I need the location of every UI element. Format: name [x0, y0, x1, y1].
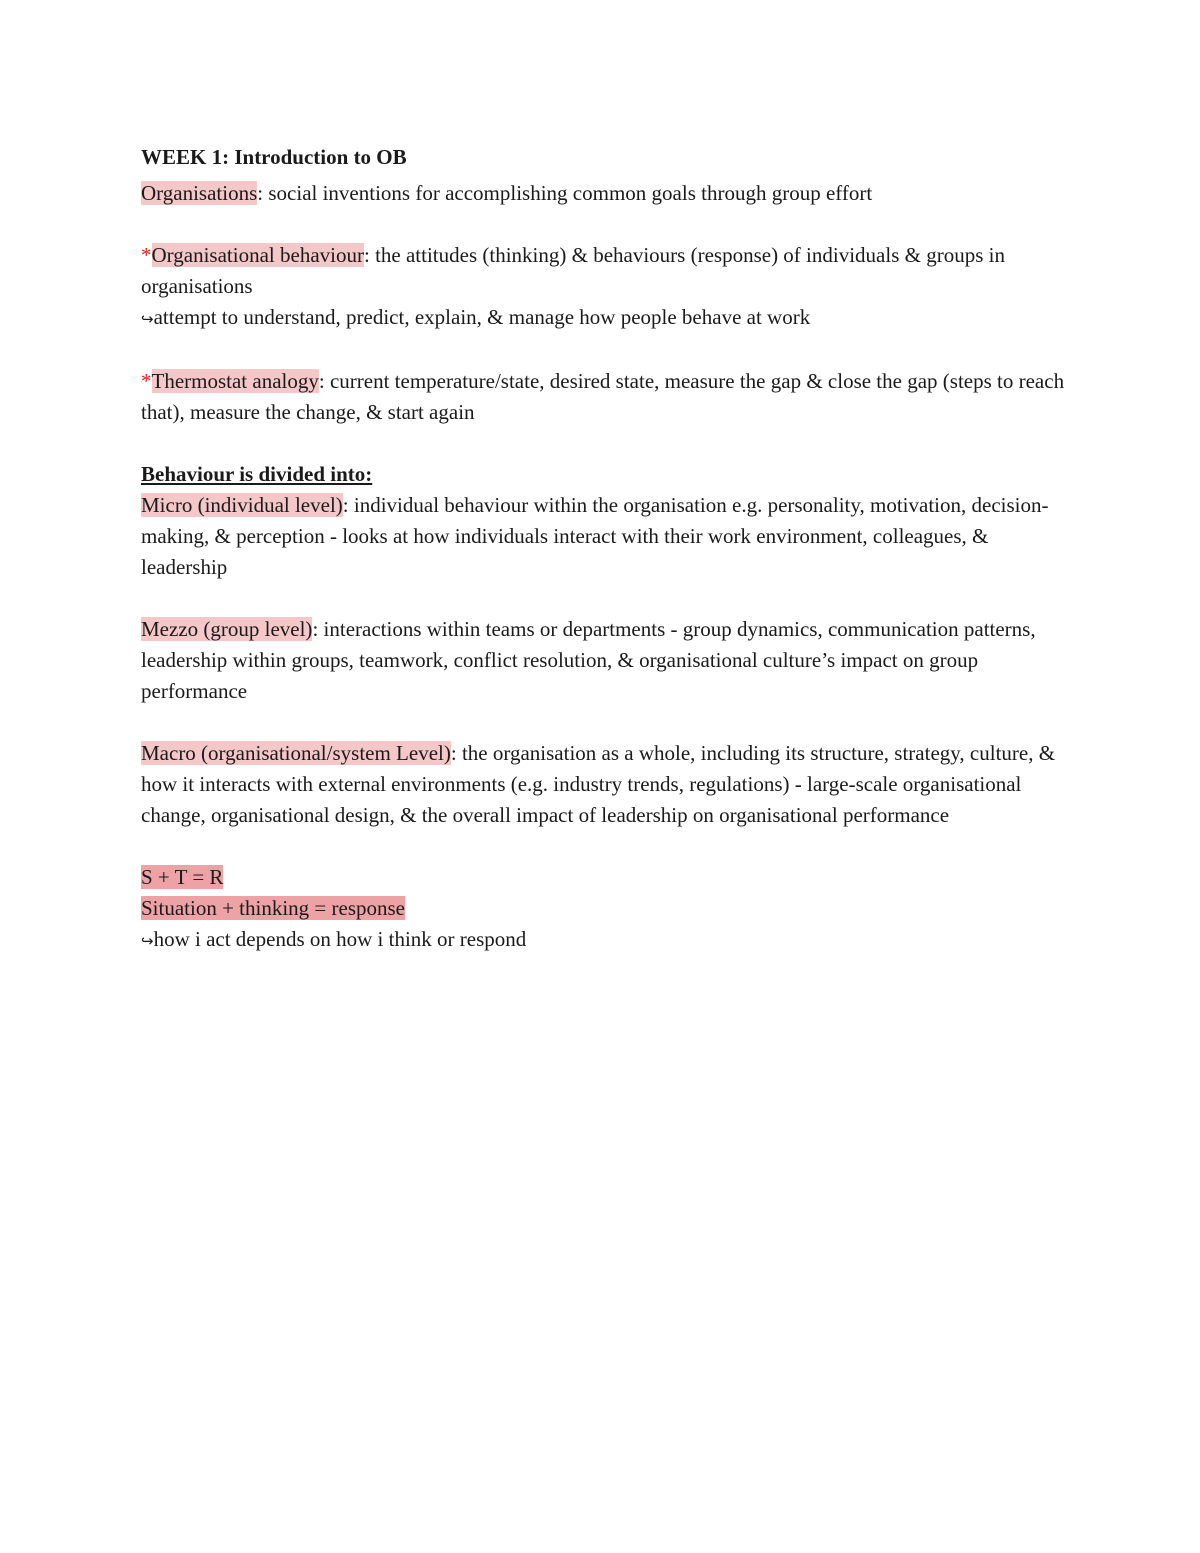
mezzo-definition — [141, 614, 1071, 707]
spacer — [141, 707, 1071, 738]
term-micro: Micro (individual level) — [141, 493, 343, 517]
micro-definition — [141, 490, 1071, 583]
org-behaviour-note — [141, 302, 1071, 335]
star-marker: * — [141, 369, 152, 393]
organisations-definition — [141, 178, 1071, 209]
org-behaviour-definition — [141, 240, 1071, 302]
term-organisations: Organisations — [141, 181, 258, 205]
spacer — [141, 335, 1071, 366]
hook-arrow-icon: ↪ — [141, 310, 154, 328]
document-body — [141, 142, 1071, 957]
formula-expanded — [141, 893, 1071, 924]
org-behaviour-text: : the attitudes (thinking) & behaviours (response) of individuals & groups in organisations — [141, 243, 1005, 298]
page-title: WEEK 1: Introduction to OB — [141, 145, 407, 169]
expanded-text: Situation + thinking = response — [141, 896, 406, 920]
term-thermostat: Thermostat analogy — [151, 369, 319, 393]
spacer — [141, 209, 1071, 240]
org-behaviour-note-text: attempt to understand, predict, explain, & manage how people behave at work — [153, 305, 811, 329]
thermostat-definition — [141, 366, 1071, 428]
mezzo-text: : interactions within teams or departments - group dynamics, communication patterns, leadership within groups, teamwork, conflict resolution, & organisational culture’s impact on group performance — [141, 617, 1036, 703]
micro-text: : individual behaviour within the organisation e.g. personality, motivation, decision-making, & perception - looks at how individuals interact with their work environment, colleagues, & leadership — [141, 493, 1049, 579]
organisations-text: : social inventions for accomplishing common goals through group effort — [257, 181, 873, 205]
star-marker: * — [141, 243, 152, 267]
term-org-behaviour: Organisational behaviour — [151, 243, 364, 267]
spacer — [141, 583, 1071, 614]
spacer — [141, 428, 1071, 459]
behaviour-heading: Behaviour is divided into: — [141, 462, 373, 486]
formula-note-text: how i act depends on how i think or respond — [153, 927, 527, 951]
hook-arrow-icon: ↪ — [141, 932, 154, 950]
macro-text: : the organisation as a whole, including its structure, strategy, culture, & how it interacts with external environments (e.g. industry trends, regulations) - large-scale organisational change, organisational design, & the overall impact of leadership on organisational performance — [141, 741, 1056, 827]
term-mezzo: Mezzo (group level) — [141, 617, 313, 641]
spacer — [141, 831, 1071, 862]
macro-definition — [141, 738, 1071, 831]
formula-note — [141, 924, 1071, 957]
term-macro: Macro (organisational/system Level) — [141, 741, 451, 765]
formula-equation — [141, 862, 1071, 893]
equation-text: S + T = R — [141, 865, 224, 889]
thermostat-text: : current temperature/state, desired state, measure the gap & close the gap (steps to reach that), measure the change, & start again — [141, 369, 1065, 424]
